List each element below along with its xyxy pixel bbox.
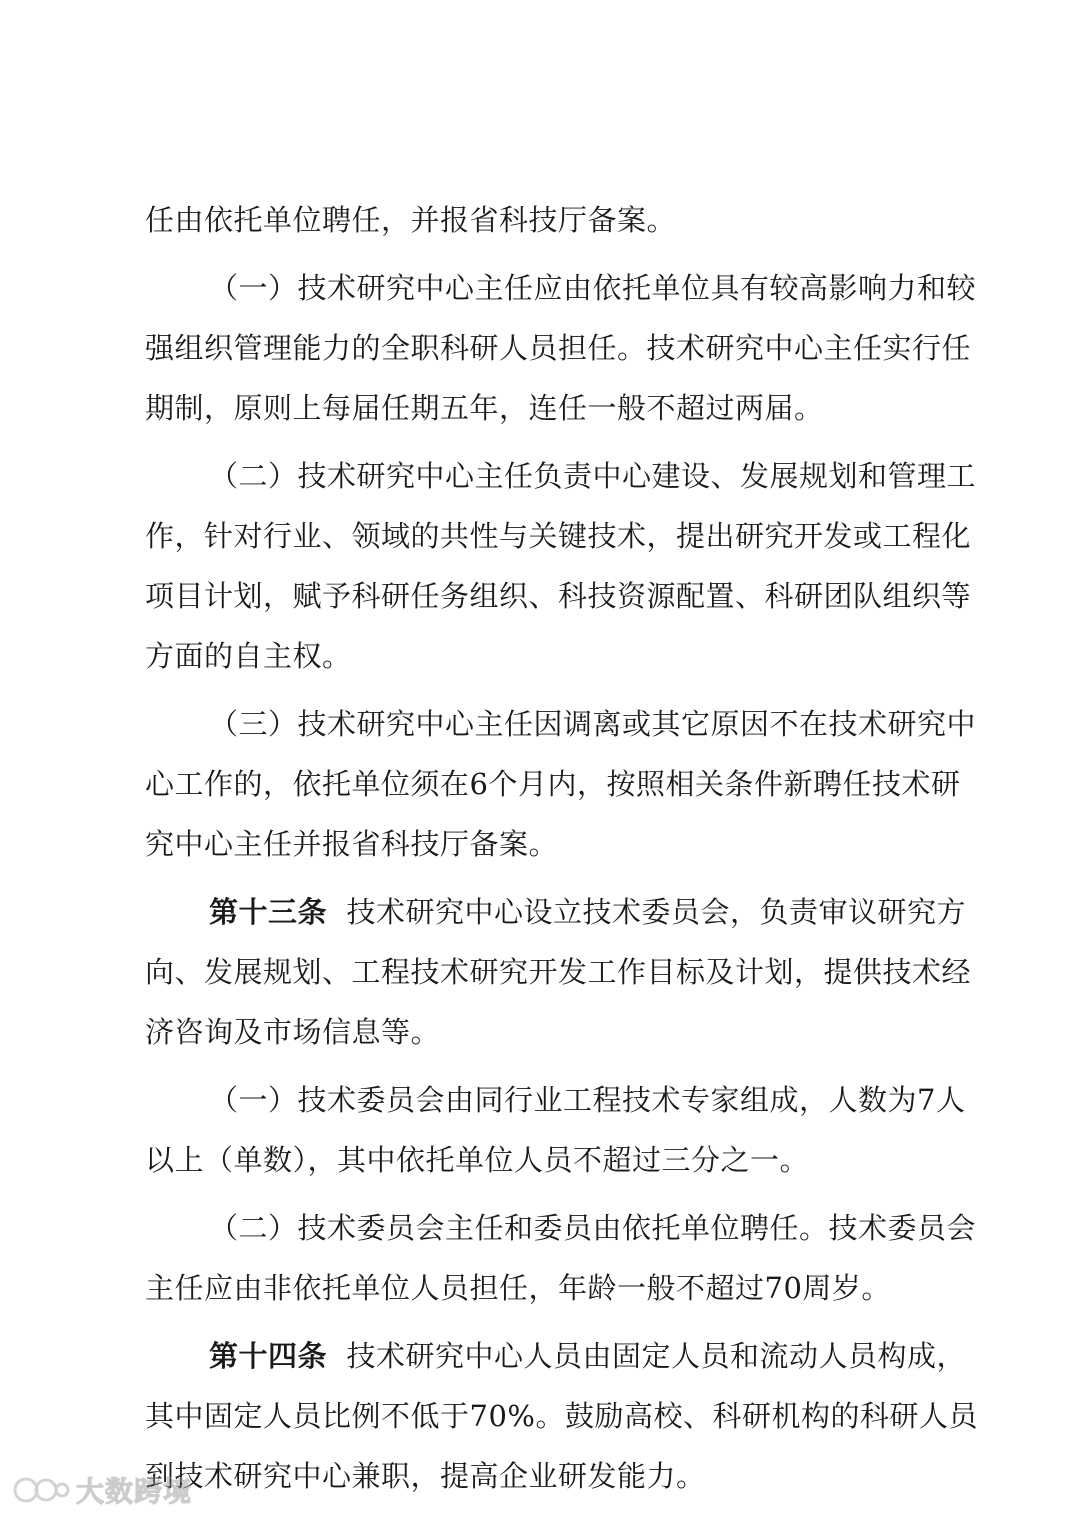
- text-line: 主任应由非依托单位人员担任，年龄一般不超过70周岁。: [145, 1271, 891, 1305]
- text-line: 究中心主任并报省科技厅备案。: [145, 827, 559, 861]
- text-line: （二）技术研究中心主任负责中心建设、发展规划和管理工: [209, 459, 977, 493]
- article-13-line: [145, 882, 966, 942]
- text-line: 作，针对行业、领域的共性与关键技术，提出研究开发或工程化: [145, 519, 972, 553]
- text-line: 任由依托单位聘任，并报省科技厅备案。: [145, 203, 677, 237]
- text-line: 强组织管理能力的全职科研人员担任。技术研究中心主任实行任: [145, 331, 972, 365]
- text-line: 其中固定人员比例不低于70%。鼓励高校、科研机构的科研人员: [145, 1399, 978, 1433]
- article-text: 技术研究中心设立技术委员会，负责审议研究方: [346, 895, 966, 929]
- text-line: 济咨询及市场信息等。: [145, 1015, 441, 1049]
- watermark-text: 大数跨境: [76, 1475, 193, 1508]
- article-14-line: [145, 1326, 966, 1386]
- text-line: （一）技术研究中心主任应由依托单位具有较高影响力和较: [209, 271, 977, 305]
- text-line: 期制，原则上每届任期五年，连任一般不超过两届。: [145, 391, 824, 425]
- text-line: 以上（单数），其中依托单位人员不超过三分之一。: [145, 1143, 810, 1177]
- text-line: 项目计划，赋予科研任务组织、科技资源配置、科研团队组织等: [145, 579, 972, 613]
- article-text: 技术研究中心人员由固定人员和流动人员构成，: [346, 1339, 966, 1373]
- text-line: 心工作的，依托单位须在6个月内，按照相关条件新聘任技术研: [145, 767, 961, 801]
- text-line: 向、发展规划、工程技术研究开发工作目标及计划，提供技术经: [145, 955, 972, 989]
- article-heading: 第十四条: [209, 1339, 328, 1373]
- text-line: （一）技术委员会由同行业工程技术专家组成，人数为7人: [209, 1083, 966, 1117]
- watermark-logo-icon: [12, 1470, 70, 1510]
- text-line: 方面的自主权。: [145, 639, 352, 673]
- watermark: [12, 1460, 192, 1520]
- text-line: （三）技术研究中心主任因调离或其它原因不在技术研究中: [209, 707, 977, 741]
- article-heading: 第十三条: [209, 895, 328, 929]
- text-line: 到技术研究中心兼职，提高企业研发能力。: [145, 1459, 706, 1493]
- text-line: （二）技术委员会主任和委员由依托单位聘任。技术委员会: [209, 1211, 977, 1245]
- document-body: [145, 190, 978, 1506]
